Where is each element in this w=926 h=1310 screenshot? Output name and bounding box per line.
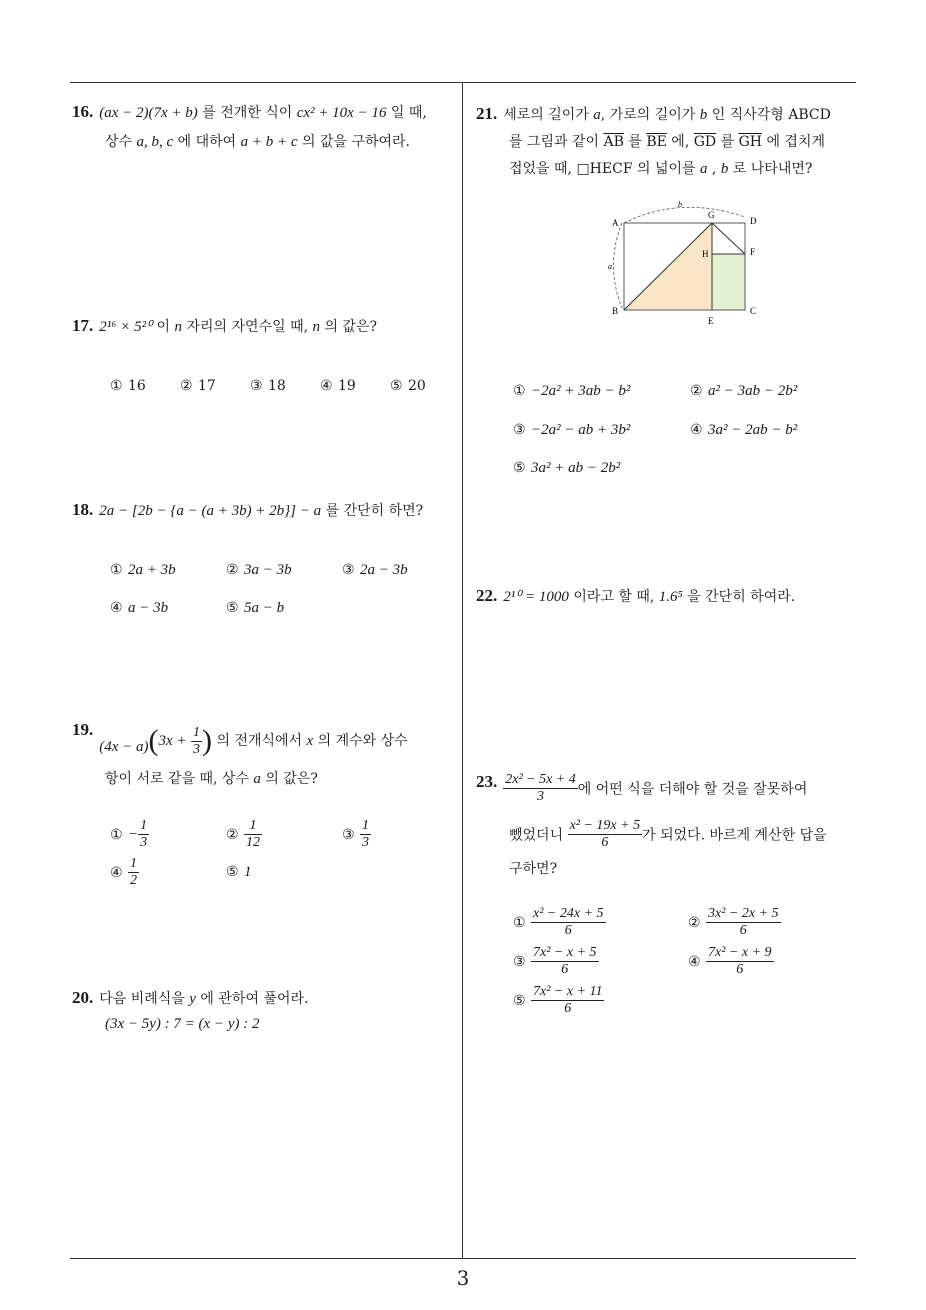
question-number: 21. bbox=[476, 104, 498, 123]
page-number: 3 bbox=[456, 1266, 470, 1290]
question-23-line3: 구하면? bbox=[509, 861, 558, 877]
option-4[interactable]: ④ $\frac{1}{2}$ bbox=[110, 856, 137, 888]
fraction: $\frac{\text{7x² − x + 11}}{6}$ bbox=[533, 984, 603, 1016]
option-4[interactable]: ④ a − 3b bbox=[110, 600, 169, 616]
label-D: D bbox=[750, 216, 757, 226]
top-rule bbox=[70, 82, 856, 83]
fraction: $\frac{\text{7x² − x + 5}}{6}$ bbox=[533, 945, 597, 977]
option-5[interactable]: ⑤ 20 bbox=[390, 378, 426, 394]
option-1[interactable]: ① $\frac{\text{x² − 24x + 5}}{6}$ bbox=[513, 906, 604, 938]
question-20: 20. 다음 비례식을 y 에 관하여 풀어라. bbox=[72, 988, 309, 1007]
left-paren: ( bbox=[148, 724, 159, 757]
label-G: G bbox=[708, 210, 715, 220]
fraction: $\frac{\text{2x² − 5x + 4}}{3}$ bbox=[505, 772, 576, 804]
option-3[interactable]: ③ 2a − 3b bbox=[342, 562, 408, 578]
fraction: $\frac{\text{7x² − x + 9}}{6}$ bbox=[708, 945, 772, 977]
arc-b bbox=[624, 207, 745, 223]
option-4[interactable]: ④ $\frac{\text{7x² − x + 9}}{6}$ bbox=[688, 945, 772, 977]
fraction: $\frac{1}{3}$ bbox=[193, 724, 201, 757]
option-3[interactable]: ③ −2a² − ab + 3b² bbox=[513, 422, 631, 438]
label-H: H bbox=[702, 249, 709, 259]
option-5[interactable]: ⑤ 5a − b bbox=[226, 600, 285, 616]
question-number: 19. bbox=[72, 720, 94, 739]
label-B: B bbox=[612, 306, 619, 316]
option-2[interactable]: ② $\frac{1}{12}$ bbox=[226, 818, 260, 850]
option-1[interactable]: ① 2a + 3b bbox=[110, 562, 176, 578]
option-1[interactable]: ① −2a² + 3ab − b² bbox=[513, 383, 631, 399]
option-1[interactable]: ① − $\frac{1}{3}$ bbox=[110, 818, 148, 850]
question-19: 19.(4x − a)(3x + $\frac{1}{3}$ ) 의 전개식에서 x 의 계수와 상수 bbox=[72, 720, 408, 757]
question-16: 16. (ax − 2)(7x + b) 를 전개한 식이 cx² + 10x − 16 일 때, bbox=[72, 102, 427, 121]
fraction: $\frac{\text{x² − 19x + 5}}{6}$ bbox=[569, 818, 641, 850]
question-22: 22. 2¹⁰ = 1000 이라고 할 때, 1.6⁵ 을 간단히 하여라. bbox=[476, 586, 796, 605]
label-C: C bbox=[750, 306, 757, 316]
question-number: 23. bbox=[476, 772, 498, 791]
bottom-rule bbox=[70, 1258, 856, 1259]
option-3[interactable]: ③ $\frac{1}{3}$ bbox=[342, 818, 369, 850]
column-divider bbox=[462, 83, 463, 1258]
option-3[interactable]: ③ $\frac{\text{7x² − x + 5}}{6}$ bbox=[513, 945, 597, 977]
question-19-line2: 항이 서로 같을 때, 상수 a 의 값은? bbox=[105, 771, 318, 787]
fraction: $\frac{\text{x² − 24x + 5}}{6}$ bbox=[533, 906, 604, 938]
label-E: E bbox=[708, 316, 714, 326]
question-number: 17. bbox=[72, 316, 94, 335]
option-4[interactable]: ④ 19 bbox=[320, 378, 356, 394]
label-A: A bbox=[612, 218, 619, 228]
option-5[interactable]: ⑤ $\frac{\text{7x² − x + 11}}{6}$ bbox=[513, 984, 603, 1016]
question-number: 18. bbox=[72, 500, 94, 519]
option-2[interactable]: ② 17 bbox=[180, 378, 216, 394]
right-paren: ) bbox=[202, 724, 213, 757]
question-number: 22. bbox=[476, 586, 498, 605]
question-18: 18. 2a − [2b − {a − (a + 3b) + 2b}] − a 를 간단히 하면? bbox=[72, 500, 424, 519]
fraction: $\frac{1}{3}$ bbox=[362, 818, 369, 850]
question-number: 20. bbox=[72, 988, 94, 1007]
option-2[interactable]: ② $\frac{\text{3x² − 2x + 5}}{6}$ bbox=[688, 906, 779, 938]
option-5[interactable]: ⑤ 1 bbox=[226, 864, 252, 880]
question-number: 16. bbox=[72, 102, 94, 121]
fraction: $\frac{1}{12}$ bbox=[246, 818, 260, 850]
option-4[interactable]: ④ 3a² − 2ab − b² bbox=[690, 422, 798, 438]
rectangle-folding-figure bbox=[600, 195, 770, 330]
option-1[interactable]: ① 16 bbox=[110, 378, 146, 394]
arc-a bbox=[614, 223, 623, 308]
option-3[interactable]: ③ 18 bbox=[250, 378, 286, 394]
question-23: 23. $\frac{\text{2x² − 5x + 4}}{3}$ 에 어떤 식을 더해야 할 것을 잘못하여 bbox=[476, 772, 808, 804]
hecf-fill bbox=[712, 254, 745, 310]
question-21: 21. 세로의 길이가 a, 가로의 길이가 b 인 직사각형 ABCD bbox=[476, 104, 831, 123]
option-2[interactable]: ② 3a − 3b bbox=[226, 562, 292, 578]
question-17: 17. 2¹⁶ × 5²⁰ 이 n 자리의 자연수일 때, n 의 값은? bbox=[72, 316, 377, 335]
fold-line-gf bbox=[712, 223, 745, 254]
option-2[interactable]: ② a² − 3ab − 2b² bbox=[690, 383, 798, 399]
fraction: $\frac{1}{3}$ bbox=[140, 818, 148, 850]
fraction: $\frac{1}{2}$ bbox=[130, 856, 137, 888]
fraction: $\frac{\text{3x² − 2x + 5}}{6}$ bbox=[708, 906, 779, 938]
label-b: b bbox=[678, 200, 682, 209]
label-F: F bbox=[750, 247, 756, 257]
question-21-line2: 를 그림과 같이 $\overline{AB}$ 를 $\overline{BE}$ 에, $\overline{GD}$ 를 $\overline{GH}$ 에 겹치게 bbox=[509, 134, 825, 150]
question-16-line2: 상수 a, b, c 에 대하여 a + b + c 의 값을 구하여라. bbox=[105, 134, 410, 150]
label-a: a bbox=[608, 262, 612, 271]
question-21-line3: 접었을 때, □HECF 의 넓이를 a , b 로 나타내면? bbox=[509, 161, 813, 177]
option-5[interactable]: ⑤ 3a² + ab − 2b² bbox=[513, 460, 621, 476]
question-20-equation: (3x − 5y) : 7 = (x − y) : 2 bbox=[105, 1016, 260, 1032]
question-23-line2: 뺐었더니 $\frac{\text{x² − 19x + 5}}{6}$ 가 되었다. 바르게 계산한 답을 bbox=[509, 818, 827, 850]
